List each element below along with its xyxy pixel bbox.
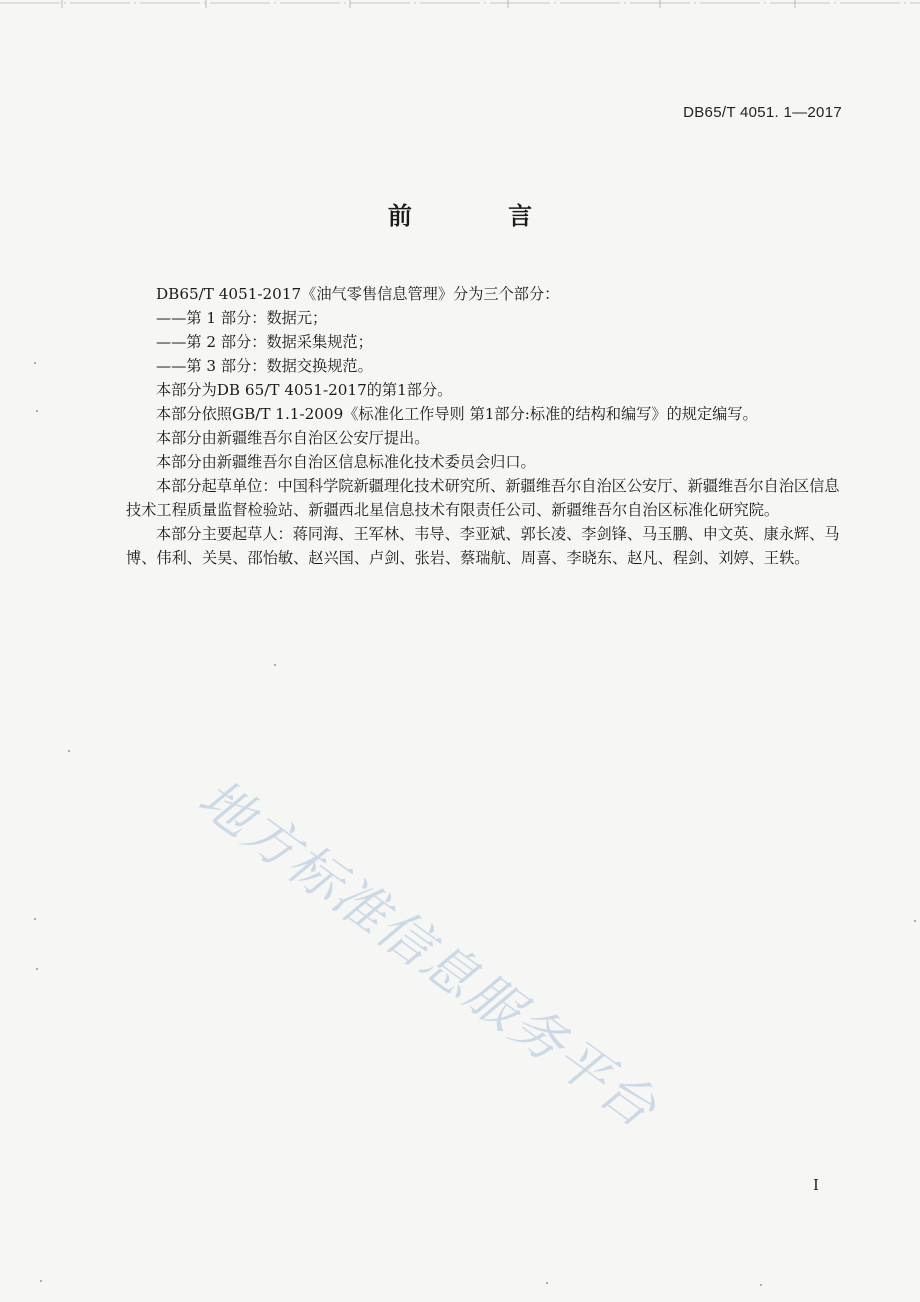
paragraph-this-part: 本部分为DB 65/T 4051-2017的第1部分。	[156, 381, 453, 399]
paragraph-drafting-rules: 本部分依照GB/T 1.1-2009《标准化工作导则 第1部分:标准的结构和编写》的规定编写。	[156, 405, 758, 423]
scan-speck	[274, 664, 276, 666]
paragraph-proposed-by: 本部分由新疆维吾尔自治区公安厅提出。	[156, 429, 430, 447]
paragraph-centralized-by: 本部分由新疆维吾尔自治区信息标准化技术委员会归口。	[156, 453, 536, 471]
scan-speck	[68, 750, 70, 752]
scan-speck	[36, 410, 38, 412]
scan-border-marks	[0, 0, 920, 10]
scan-speck	[34, 918, 36, 920]
scan-speck	[914, 920, 916, 922]
paragraph-part-2: ——第 2 部分：数据采集规范；	[156, 333, 373, 351]
paragraph-parts-intro: DB65/T 4051-2017《油气零售信息管理》分为三个部分：	[156, 285, 560, 303]
scan-speck	[546, 1282, 548, 1284]
standard-code: DB65/T 4051. 1—2017	[683, 104, 842, 121]
scan-speck	[36, 968, 38, 970]
page-title: 前 言	[387, 202, 577, 230]
page-number: I	[813, 1176, 819, 1194]
foreword-body	[126, 282, 852, 570]
paragraph-part-1: ——第 1 部分：数据元；	[156, 309, 328, 327]
paragraph-drafters: 本部分主要起草人：蒋同海、王军林、韦导、李亚斌、郭长凌、李剑锋、马玉鹏、申文英、康永辉、马博、伟利、关昊、邵怡敏、赵兴国、卢剑、张岩、蔡瑞航、周喜、李晓东、赵凡、程剑、刘婷、王轶。	[126, 525, 840, 567]
scan-speck	[760, 1284, 762, 1286]
paragraph-part-3: ——第 3 部分：数据交换规范。	[156, 357, 373, 375]
scan-speck	[34, 362, 36, 364]
paragraph-drafting-units: 本部分起草单位：中国科学院新疆理化技术研究所、新疆维吾尔自治区公安厅、新疆维吾尔自治区信息技术工程质量监督检验站、新疆西北星信息技术有限责任公司、新疆维吾尔自治区标准化研究院。	[126, 477, 840, 519]
scan-speck	[40, 1280, 42, 1282]
watermark: 地方标准信息服务平台	[187, 767, 668, 1141]
